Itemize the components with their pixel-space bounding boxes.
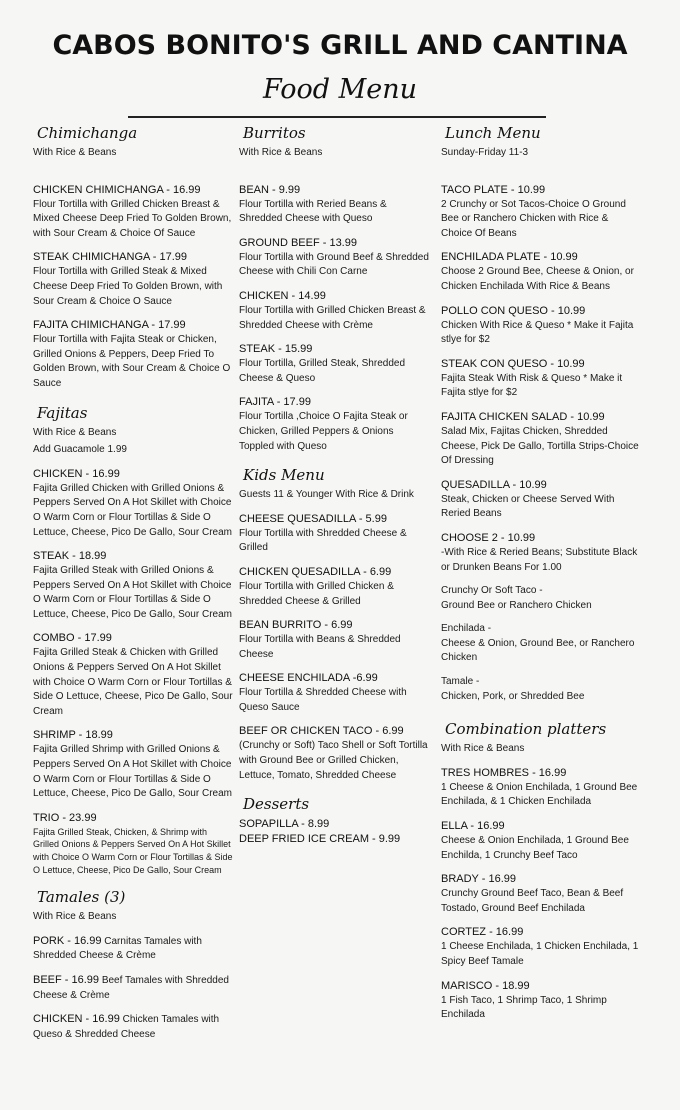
item-description: Fajita Steak With Risk & Queso * Make it Fajita stlye for $2	[441, 372, 623, 399]
item-description: Chicken Tamales with Queso & Shredded Cheese	[33, 1014, 220, 1040]
item-description: Beef Tamales with Shredded Cheese & Crème	[33, 974, 229, 1001]
section-note: With Rice & Beans	[239, 147, 323, 158]
item-name: POLLO CON QUESO - 10.99	[441, 304, 586, 317]
item-name: BEEF OR CHICKEN TACO - 6.99	[239, 725, 404, 738]
menu-item	[239, 236, 429, 280]
choose-option	[441, 622, 641, 666]
option-description: Chicken, Pork, or Shredded Bee	[441, 690, 585, 702]
menu-item	[239, 512, 429, 556]
item-description: (Crunchy or Soft) Taco Shell or Soft Tortilla with Ground Bee or Grilled Chicken, Lettuce, Tomato, Shredded Cheese	[239, 740, 428, 781]
menu-item	[441, 478, 641, 522]
item-description: Flour Tortilla with Grilled Chicken Breast & Shredded Cheese with Crème	[239, 304, 426, 331]
menu-item	[441, 925, 641, 969]
item-description: Flour Tortilla & Shredded Cheese with Queso Sauce	[239, 687, 407, 713]
menu-item	[239, 671, 429, 715]
section-note: With Rice & Beans	[33, 147, 117, 158]
item-name: CHEESE QUESADILLA - 5.99	[239, 512, 387, 525]
item-description: Flour Tortilla with Ground Beef & Shredded Cheese with Chili Con Carne	[239, 251, 429, 278]
menu-column-middle	[239, 122, 429, 847]
section-heading-burritos: Burritos	[243, 124, 306, 142]
item-name: CHICKEN - 16.99	[33, 1013, 120, 1026]
item-name: TRIO - 23.99	[33, 811, 97, 824]
menu-item	[239, 289, 429, 333]
item-name: FAJITA CHIMICHANGA - 17.99	[33, 319, 186, 332]
section-note: With Rice & Beans	[441, 743, 525, 755]
item-name: CHICKEN QUESADILLA - 6.99	[239, 565, 392, 578]
menu-column-left	[33, 122, 233, 1042]
title-divider	[128, 116, 546, 118]
menu-item	[33, 318, 233, 391]
section-heading-lunch: Lunch Menu	[445, 124, 541, 142]
item-description: Fajita Grilled Steak, Chicken, & Shrimp with Grilled Onions & Peppers Served On A Hot Skillet with Choice O Warm Corn or Flour Tortillas & Side O Lettuce, Cheese, Pico De Gallo, Sour Cream	[33, 826, 233, 875]
menu-item	[441, 183, 641, 242]
menu-item	[441, 250, 641, 294]
item-description: Crunchy Ground Beef Taco, Bean & Beef Tostado, Ground Beef Enchilada	[441, 888, 624, 914]
item-description: Flour Tortilla with Beans & Shredded Cheese	[239, 634, 401, 660]
item-name: GROUND BEEF - 13.99	[239, 236, 357, 249]
menu-item	[33, 250, 233, 309]
item-description: Flour Tortilla with Reried Beans & Shredded Cheese with Queso	[239, 198, 387, 225]
item-name: QUESADILLA - 10.99	[441, 478, 547, 491]
menu-item	[239, 183, 429, 227]
option-name: Tamale -	[441, 676, 480, 688]
menu-item	[441, 531, 641, 575]
dessert-item: SOPAPILLA - 8.99	[239, 818, 330, 831]
item-name: TACO PLATE - 10.99	[441, 183, 546, 196]
menu-item	[239, 618, 429, 662]
item-description: Fajita Grilled Steak & Chicken with Grilled Onions & Peppers Served On A Hot Skillet with Choice O Warm Corn or Flour Tortillas & Side O Lettuce, Cheese, Pico De Gallo, Sour Cream	[33, 647, 233, 717]
option-description: Cheese & Onion, Ground Bee, or Ranchero Chicken	[441, 637, 635, 664]
item-name: SHRIMP - 18.99	[33, 729, 113, 742]
item-description: Choose 2 Ground Bee, Cheese & Onion, or Chicken Enchilada With Rice & Beans	[441, 266, 634, 292]
item-description: Chicken With Rice & Queso * Make it Fajita stlye for $2	[441, 319, 634, 346]
section-heading-tamales: Tamales (3)	[37, 888, 126, 907]
section-note: Sunday-Friday 11-3	[441, 147, 529, 158]
section-note: Guests 11 & Younger With Rice & Drink	[239, 489, 414, 501]
item-name: MARISCO - 18.99	[441, 979, 530, 992]
menu-subtitle: Food Menu	[262, 74, 418, 105]
item-description: Fajita Grilled Steak with Grilled Onions & Peppers Served On A Hot Skillet with Choice O Warm Corn or Flour Tortillas & Side O Lettuce, Cheese, Pico De Gallo, Sour Cream	[33, 565, 232, 620]
section-heading-chimichanga: Chimichanga	[37, 124, 138, 142]
menu-column-right	[441, 122, 641, 1023]
menu-item	[33, 1012, 233, 1042]
menu-item	[441, 819, 641, 863]
item-name: CHICKEN CHIMICHANGA - 16.99	[33, 183, 201, 196]
menu-item	[33, 631, 233, 719]
section-heading-fajitas: Fajitas	[37, 403, 88, 422]
item-name: STEAK CHIMICHANGA - 17.99	[33, 251, 188, 264]
item-description: Fajita Grilled Chicken with Grilled Onions & Peppers Served On A Hot Skillet with Choice O Warm Corn or Flour Tortillas & Side O Lettuce, Cheese, Pico De Gallo, Sour Cream	[33, 482, 232, 538]
item-description: Flour Tortilla with Grilled Chicken Breast & Mixed Cheese Deep Fried To Golden Brown, with Sour Cream & Choice Of Sauce	[33, 198, 232, 239]
section-heading-desserts: Desserts	[243, 795, 310, 814]
item-description: Fajita Grilled Shrimp with Grilled Onions & Peppers Served On A Hot Skillet with Choice O Warm Corn or Flour Tortillas & Side O Lettuce, Cheese, Pico De Gallo, Sour Cream	[33, 744, 232, 800]
item-description: Flour Tortilla, Grilled Steak, Shredded Cheese & Queso	[239, 358, 406, 384]
item-name: CORTEZ - 16.99	[441, 926, 524, 939]
menu-item	[441, 979, 641, 1023]
item-description: Flour Tortilla ,Choice O Fajita Steak or Chicken, Grilled Peppers & Onions Toppled with Queso	[239, 411, 408, 452]
section-heading-kids: Kids Menu	[243, 466, 325, 485]
item-name: FAJITA - 17.99	[239, 396, 311, 409]
item-description: Cheese & Onion Enchilada, 1 Ground Bee Enchilda, 1 Crunchy Beef Taco	[441, 835, 629, 861]
menu-item	[33, 183, 233, 242]
menu-item	[441, 872, 641, 916]
option-name: Crunchy Or Soft Taco -	[441, 585, 543, 597]
menu-item	[33, 973, 233, 1003]
item-name: CHEESE ENCHILADA -6.99	[239, 672, 378, 685]
item-name: BEAN BURRITO - 6.99	[239, 619, 353, 632]
menu-item	[33, 549, 233, 622]
item-name: CHOOSE 2 - 10.99	[441, 531, 536, 544]
option-name: Enchilada -	[441, 623, 492, 635]
menu-item	[239, 395, 429, 454]
item-name: BEEF - 16.99	[33, 973, 100, 986]
menu-item	[33, 934, 233, 964]
item-name: COMBO - 17.99	[33, 632, 112, 645]
item-name: FAJITA CHICKEN SALAD - 10.99	[441, 410, 605, 423]
item-description: 1 Fish Taco, 1 Shrimp Taco, 1 Shrimp Enchilada	[441, 994, 607, 1021]
menu-item	[239, 565, 429, 609]
menu-item	[441, 304, 641, 348]
dessert-item: DEEP FRIED ICE CREAM - 9.99	[239, 833, 401, 846]
menu-item	[441, 766, 641, 810]
section-note: With Rice & Beans	[33, 426, 117, 438]
item-description: Steak, Chicken or Cheese Served With Reried Beans	[441, 493, 615, 520]
menu-item	[33, 811, 233, 876]
choose-option	[441, 584, 641, 613]
item-name: TRES HOMBRES - 16.99	[441, 766, 567, 779]
item-name: STEAK - 18.99	[33, 550, 107, 563]
item-description: 1 Cheese Enchilada, 1 Chicken Enchilada, 1 Spicy Beef Tamale	[441, 941, 639, 967]
section-heading-combination: Combination platters	[445, 720, 607, 739]
item-name: CHICKEN - 14.99	[239, 289, 326, 302]
section-note: With Rice & Beans	[33, 911, 117, 923]
item-name: STEAK - 15.99	[239, 343, 313, 356]
menu-item	[33, 467, 233, 540]
item-name: CHICKEN - 16.99	[33, 467, 120, 480]
item-description: Flour Tortilla with Grilled Chicken & Shredded Cheese & Grilled	[239, 580, 394, 607]
item-description: 2 Crunchy or Sot Tacos-Choice O Ground Bee or Ranchero Chicken with Rice & Choice Of Beans	[441, 198, 626, 239]
item-name: ELLA - 16.99	[441, 820, 505, 833]
item-description: -With Rice & Reried Beans; Substitute Black or Drunken Beans For 1.00	[441, 546, 638, 573]
item-description: 1 Cheese & Onion Enchilada, 1 Ground Bee Enchilada, & 1 Chicken Enchilada	[441, 781, 638, 808]
item-name: ENCHILADA PLATE - 10.99	[441, 251, 578, 264]
item-name: BEAN - 9.99	[239, 183, 301, 196]
item-description: Flour Tortilla with Fajita Steak or Chicken, Grilled Onions & Peppers, Deep Fried To Golden Brown, with Sour Cream & Choice O Sauce	[33, 334, 231, 389]
choose-option	[441, 675, 641, 704]
menu-item	[33, 728, 233, 801]
menu-item	[441, 410, 641, 469]
menu-item	[441, 357, 641, 401]
section-note: Add Guacamole 1.99	[33, 444, 127, 456]
restaurant-name: CABOS BONITO'S GRILL AND CANTINA	[52, 30, 628, 61]
menu-item	[239, 724, 429, 783]
item-description: Carnitas Tamales with Shredded Cheese & Crème	[33, 935, 202, 962]
item-description: Flour Tortilla with Shredded Cheese & Grilled	[239, 527, 407, 554]
option-description: Ground Bee or Ranchero Chicken	[441, 599, 592, 611]
item-description: Flour Tortilla with Grilled Steak & Mixed Cheese Deep Fried To Golden Brown, with Sour Cream & Choice O Sauce	[33, 266, 223, 307]
item-description: Salad Mix, Fajitas Chicken, Shredded Cheese, Pick De Gallo, Tortilla Strips-Choice Of Dressing	[441, 425, 639, 467]
item-name: PORK - 16.99	[33, 934, 102, 947]
item-name: BRADY - 16.99	[441, 873, 517, 886]
item-name: STEAK CON QUESO - 10.99	[441, 357, 585, 370]
menu-item	[239, 342, 429, 386]
